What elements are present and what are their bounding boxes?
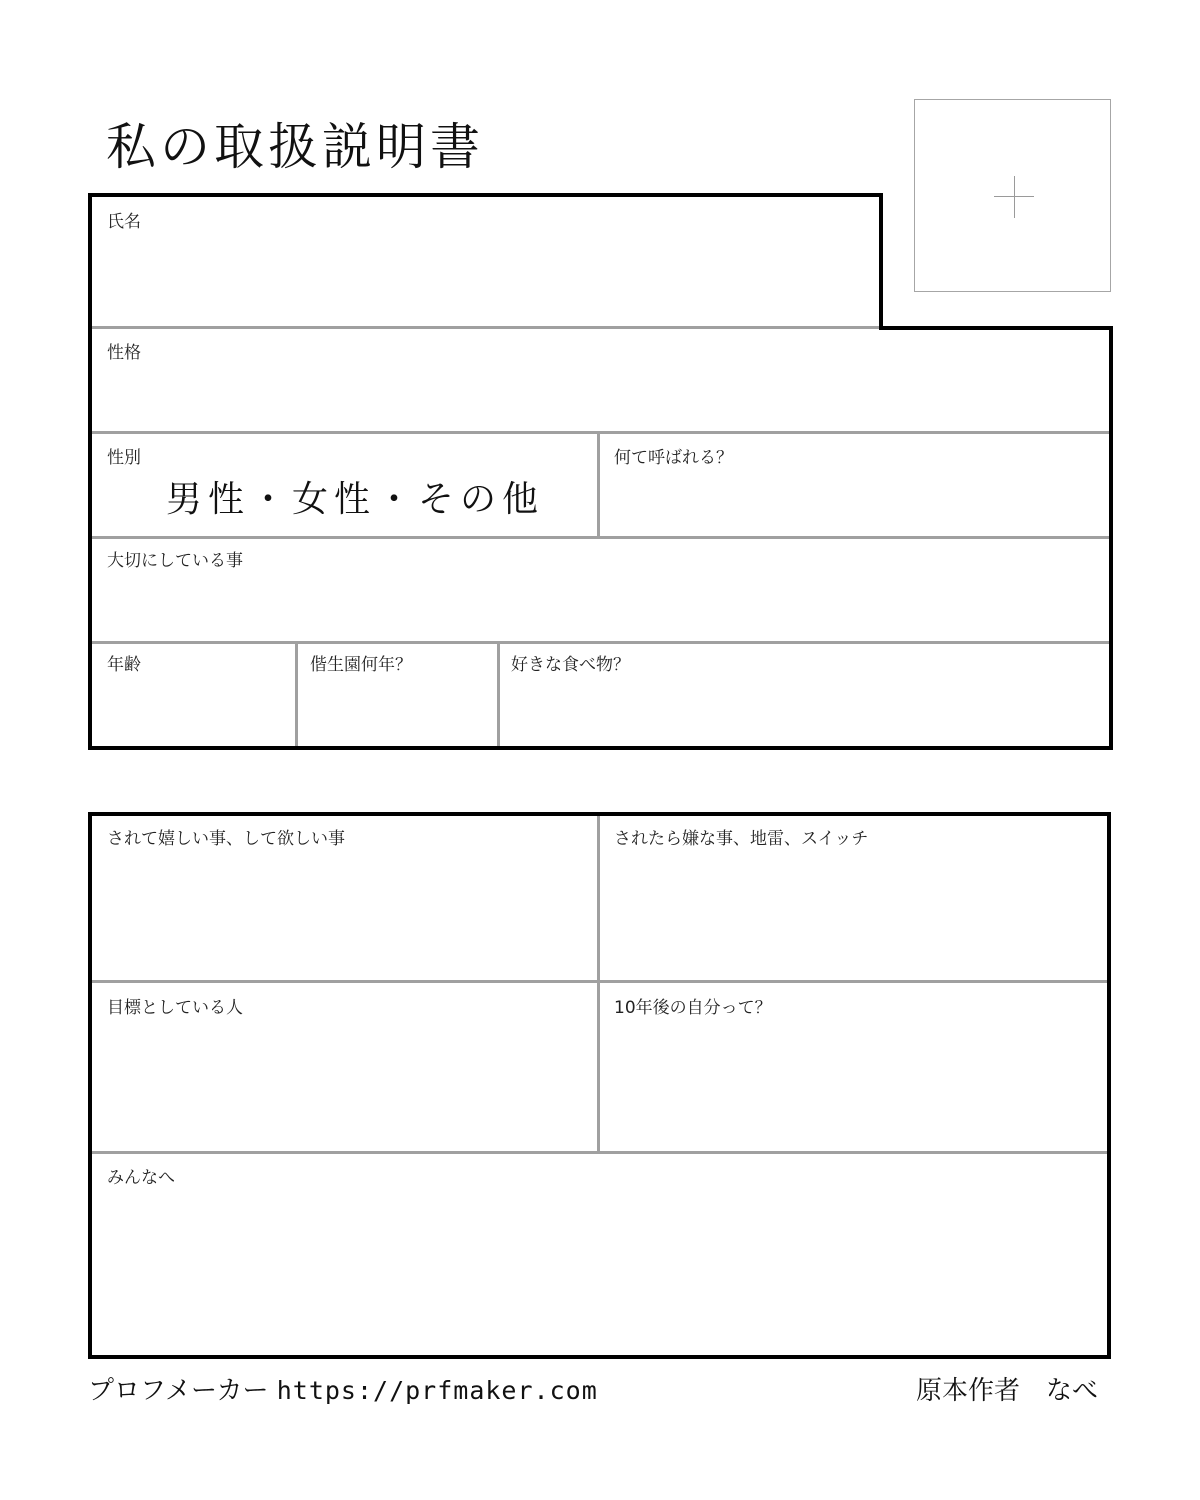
personality-field[interactable] (92, 329, 1109, 431)
name-field[interactable] (92, 197, 879, 326)
happy-field[interactable] (92, 816, 597, 980)
values-field[interactable] (92, 539, 1109, 641)
nickname-label: 何て呼ばれる？ (614, 448, 733, 468)
message-label: みんなへ (107, 1168, 175, 1188)
personality-label: 性格 (107, 343, 141, 363)
grade-label: 偕生園何年？ (310, 655, 412, 675)
border-bottom (88, 1355, 1111, 1359)
rolemodel-label: 目標としている人 (107, 998, 243, 1018)
photo-upload-box[interactable] (914, 99, 1111, 292)
food-label: 好きな食べ物？ (511, 655, 630, 675)
age-label: 年齢 (107, 655, 141, 675)
values-label: 大切にしている事 (107, 551, 243, 571)
page-title: 私の取扱説明書 (106, 118, 484, 176)
border-bottom (88, 746, 1113, 750)
name-label: 氏名 (107, 212, 141, 232)
border-name-right (879, 193, 883, 330)
nickname-field[interactable] (600, 434, 1109, 536)
gender-field[interactable] (92, 434, 597, 536)
author-credit: 原本作者 なべ (916, 1376, 1099, 1406)
food-field[interactable] (500, 644, 1109, 746)
future-label: 10年後の自分って？ (614, 998, 772, 1018)
maker-label: プロフメーカー (88, 1376, 269, 1406)
rolemodel-field[interactable] (92, 983, 597, 1151)
dislike-label: されたら嫌な事、地雷、スイッチ (614, 829, 869, 849)
gender-options[interactable]: 男性・女性・その他 (166, 479, 545, 520)
border-right (1109, 326, 1113, 750)
footer-credit (88, 1374, 598, 1408)
gender-label: 性別 (107, 448, 141, 468)
border-right (1107, 812, 1111, 1359)
message-field[interactable] (92, 1154, 1107, 1355)
dislike-field[interactable] (600, 816, 1107, 980)
grade-field[interactable] (298, 644, 497, 746)
age-field[interactable] (92, 644, 295, 746)
happy-label: されて嬉しい事、して欲しい事 (107, 829, 345, 849)
future-field[interactable] (600, 983, 1107, 1151)
maker-url-link[interactable]: https://prfmaker.com (276, 1376, 598, 1405)
